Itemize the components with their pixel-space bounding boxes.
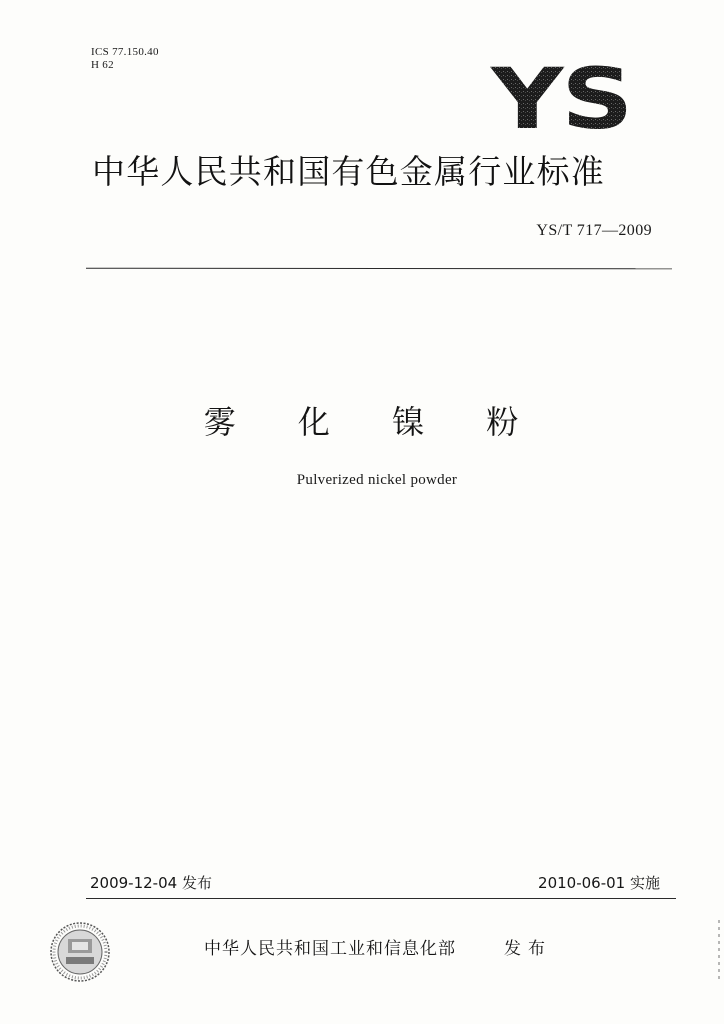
header-divider — [86, 268, 672, 270]
scan-edge-artifact — [718, 920, 720, 980]
implementation-date: 2010-06-01 实施 — [538, 874, 660, 892]
ccs-code: H 62 — [91, 59, 114, 71]
document-title-chinese: 雾 化 镍 粉 — [203, 403, 545, 441]
issue-date: 2009-12-04 发布 — [90, 874, 212, 892]
classification-codes — [91, 46, 159, 72]
publish-label: 发布 — [504, 939, 552, 959]
publishing-authority: 中华人民共和国工业和信息化部 — [204, 939, 456, 959]
ics-code: ICS 77.150.40 — [91, 46, 159, 58]
footer-divider — [86, 898, 676, 899]
document-title-english: Pulverized nickel powder — [296, 472, 458, 488]
inspection-stamp-icon — [49, 921, 111, 983]
standard-category-title: 中华人民共和国有色金属行业标准 — [92, 152, 605, 191]
ys-logo-text: YS — [490, 62, 631, 132]
standard-number: YS/T 717—2009 — [536, 222, 652, 239]
ys-logo — [490, 62, 632, 132]
